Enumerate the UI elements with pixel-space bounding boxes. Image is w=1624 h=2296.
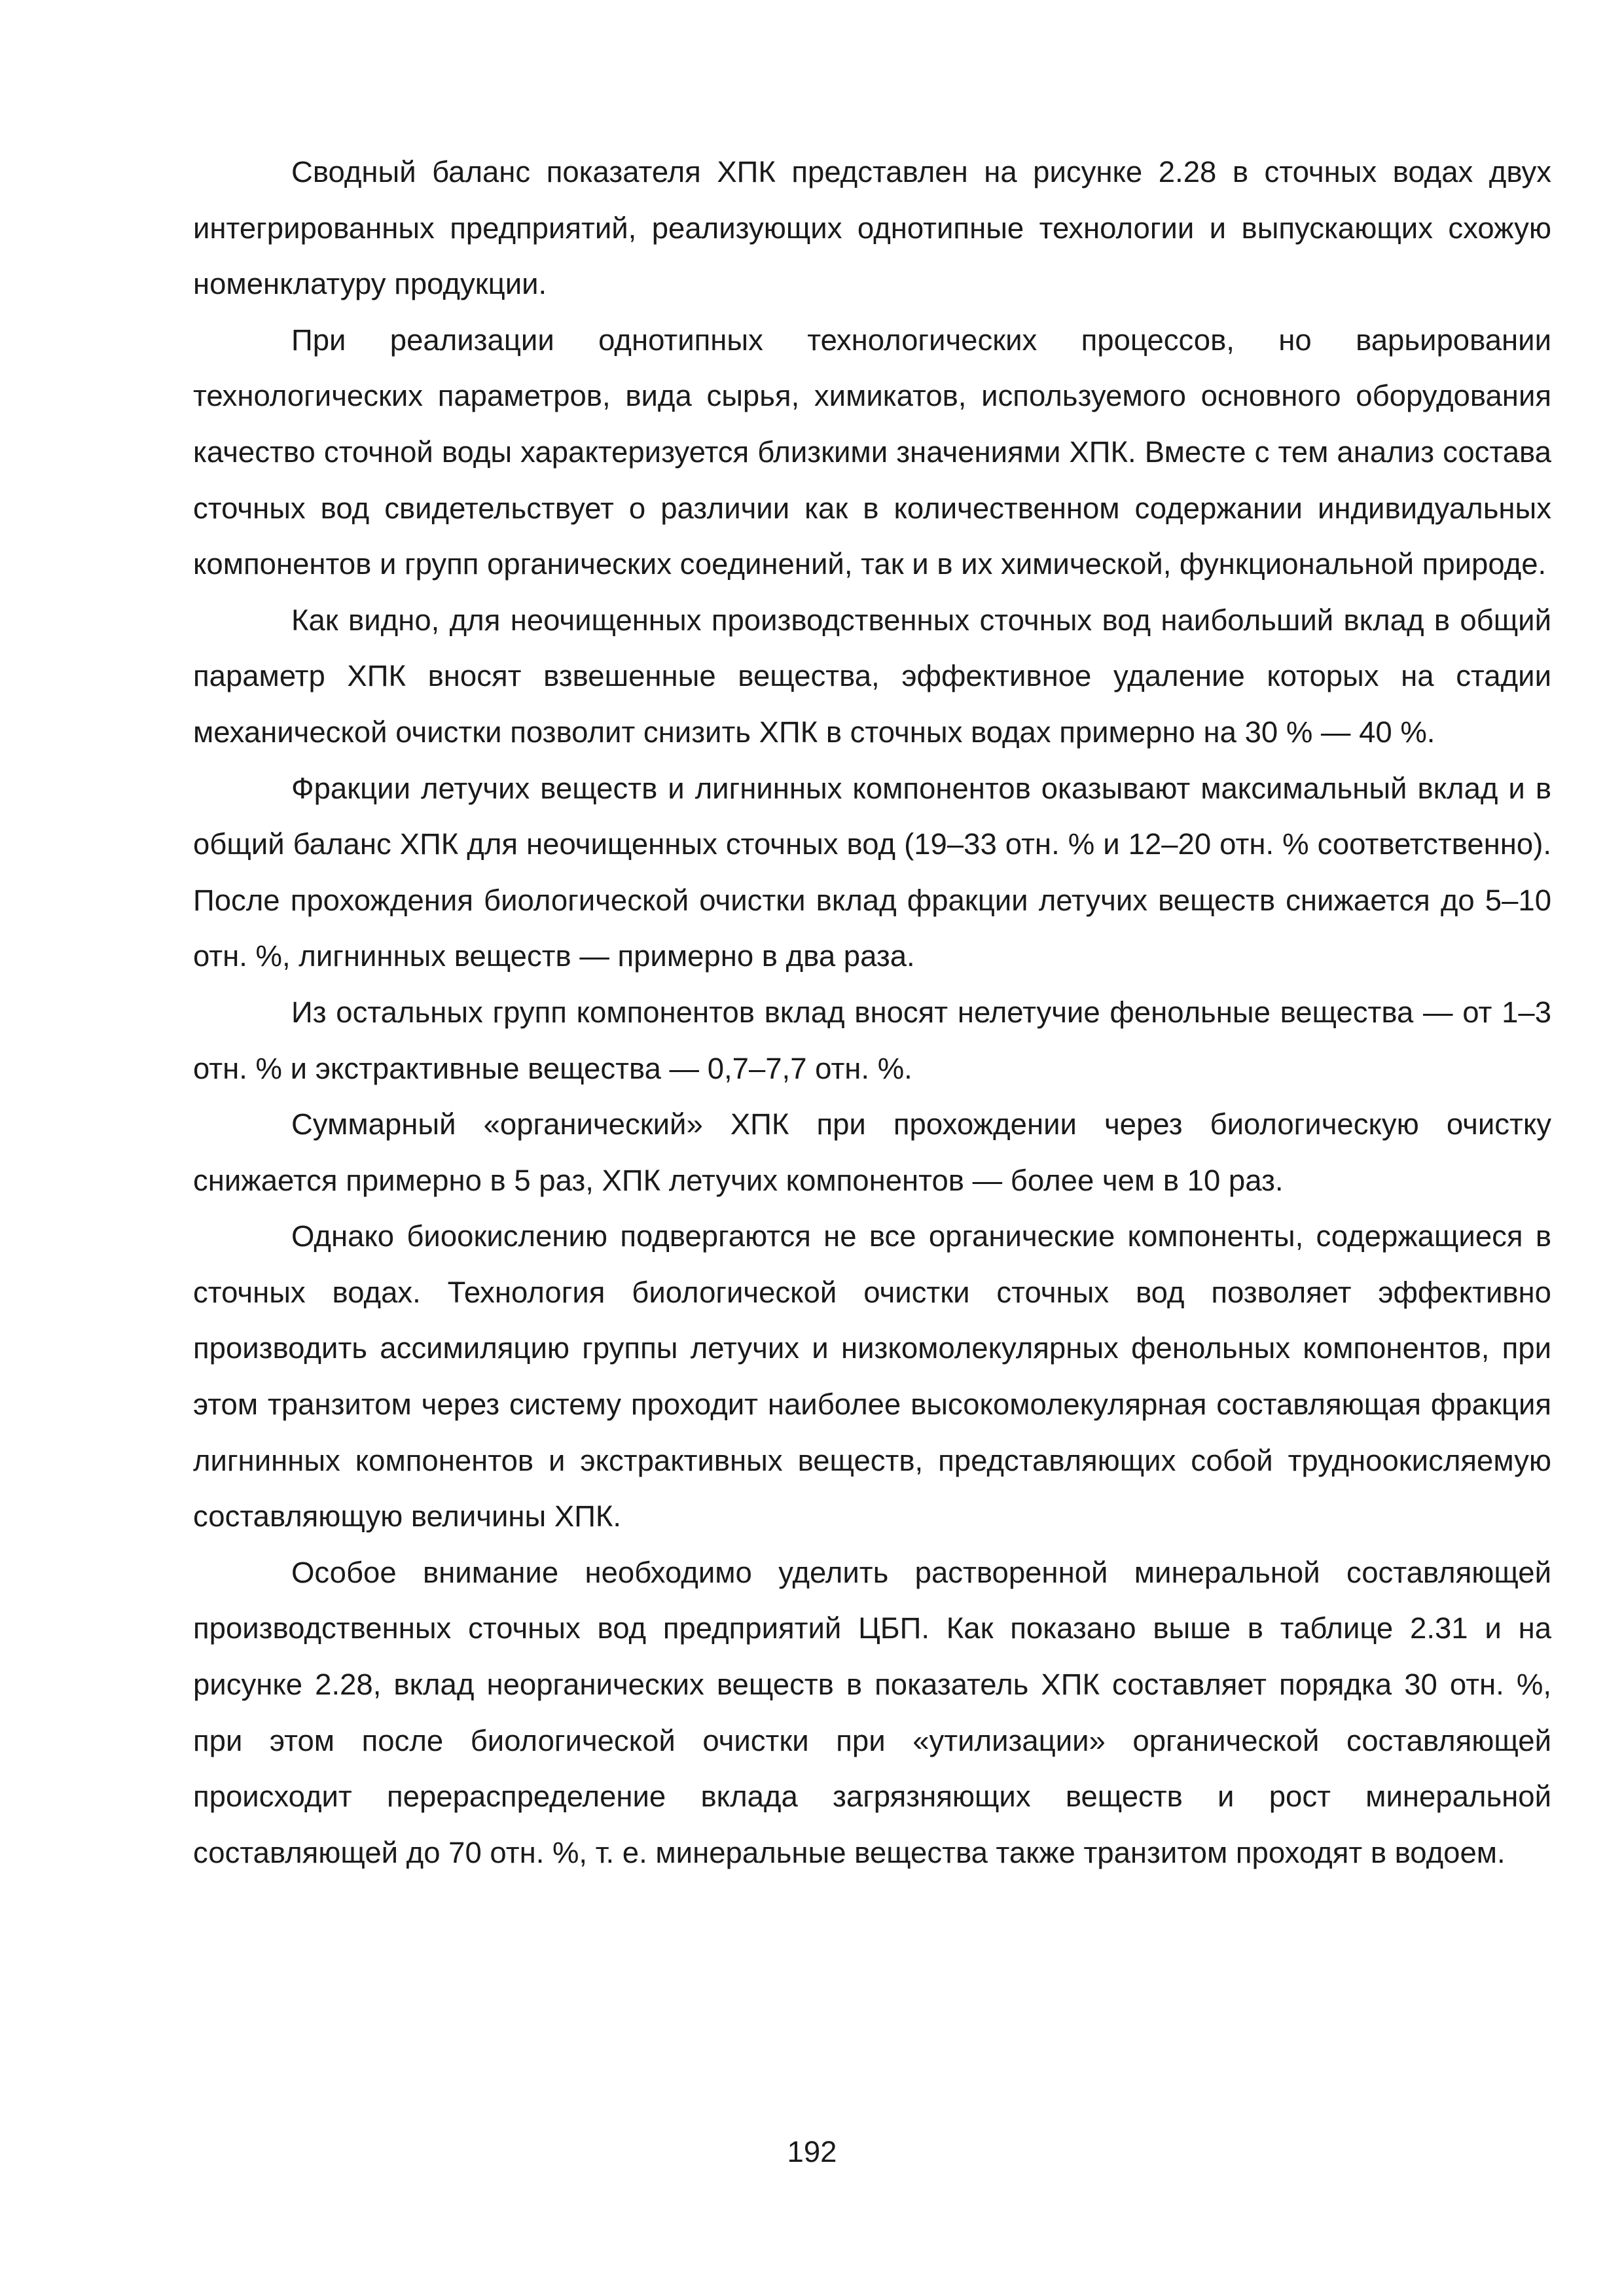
paragraph-3: Как видно, для неочищенных производственных сточных вод наибольший вклад в общий параметр ХПК вносят взвешенные вещества, эффективное удаление которых на стадии механической очистки позволит снизить ХПК в сточных водах примерно на 30 % — 40 %. [193, 603, 1551, 749]
body-text [193, 144, 1551, 1880]
paragraph-5: Из остальных групп компонентов вклад вносят нелетучие фенольные вещества — от 1–3 отн. % и экстрактивные вещества — 0,7–7,7 отн. %. [193, 995, 1551, 1085]
paragraph-1: Сводный баланс показателя ХПК представлен на рисунке 2.28 в сточных водах двух интегрированных предприятий, реализующих однотипные технологии и выпускающих схожую номенклатуру продукции. [193, 155, 1551, 301]
paragraph-7: Однако биоокислению подвергаются не все органические компоненты, содержащиеся в сточных водах. Технология биологической очистки сточных вод позволяет эффективно производить ассимиляцию группы летучих и низкомолекулярных фенольных компонентов, при этом транзитом через систему проходит наиболее высокомолекулярная составляющая фракция лигнинных компонентов и экстрактивных веществ, представляющих собой трудноокисляемую составляющую величины ХПК. [193, 1219, 1551, 1534]
page-number: 192 [787, 2135, 837, 2168]
paragraph-2: При реализации однотипных технологических процессов, но варьировании технологических параметров, вида сырья, химикатов, используемого основного оборудования качество сточной воды характеризуется близкими значениями ХПК. Вместе с тем анализ состава сточных вод свидетельствует о различии как в количественном содержании индивидуальных компонентов и групп органических соединений, так и в их химической, функциональной природе. [193, 323, 1551, 581]
paragraph-8: Особое внимание необходимо уделить растворенной минеральной составляющей производственных сточных вод предприятий ЦБП. Как показано выше в таблице 2.31 и на рисунке 2.28, вклад неорганических веществ в показатель ХПК составляет порядка 30 отн. %, при этом после биологической очистки при «утилизации» органической составляющей происходит перераспределение вклада загрязняющих веществ и рост минеральной составляющей до 70 отн. %, т. е. минеральные вещества также транзитом проходят в водоем. [193, 1555, 1551, 1869]
paragraph-6: Суммарный «органический» ХПК при прохождении через биологическую очистку снижается примерно в 5 раз, ХПК летучих компонентов — более чем в 10 раз. [193, 1107, 1551, 1197]
paragraph-4: Фракции летучих веществ и лигнинных компонентов оказывают максимальный вклад и в общий баланс ХПК для неочищенных сточных вод (19–33 отн. % и 12–20 отн. % соответственно). После прохождения биологической очистки вклад фракции летучих веществ снижается до 5–10 отн. %, лигнинных веществ — примерно в два раза. [193, 771, 1551, 973]
